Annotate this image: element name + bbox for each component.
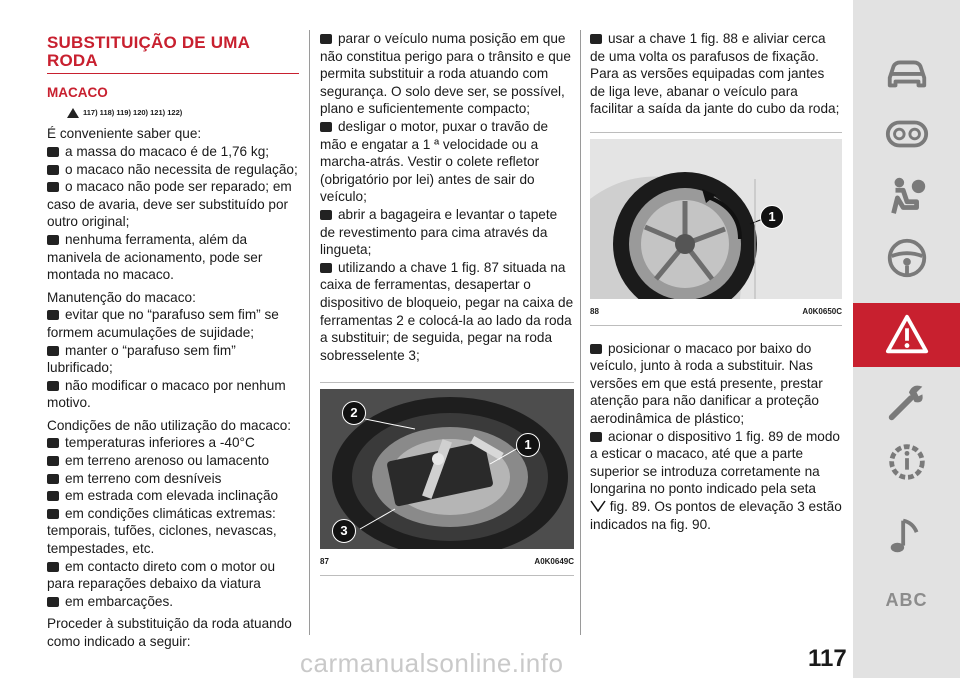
figure-87 xyxy=(320,382,574,576)
checkbox-bullet-icon xyxy=(47,182,59,192)
callout-1: 1 xyxy=(516,433,540,457)
list-item: fig. 89. Os pontos de elevação 3 estão indicados na fig. 90. xyxy=(590,498,842,532)
checkbox-bullet-icon xyxy=(320,34,332,44)
checkbox-bullet-icon xyxy=(47,456,59,466)
outro-text: Proceder à substituição da roda atuando como indicado a seguir: xyxy=(47,616,292,649)
checkbox-bullet-icon xyxy=(47,562,59,572)
checkbox-bullet-icon xyxy=(590,34,602,44)
music-note-icon xyxy=(884,513,930,559)
checkbox-bullet-icon xyxy=(47,165,59,175)
column-3 xyxy=(590,30,842,533)
nav-index[interactable] xyxy=(853,570,960,630)
figure-number: 87 xyxy=(320,557,329,567)
list-item: em estrada com elevada inclinação xyxy=(47,487,299,505)
nav-car[interactable] xyxy=(853,42,960,102)
subsection-title: MACACO xyxy=(47,85,108,101)
dashboard-icon xyxy=(884,111,930,157)
list-item: a massa do macaco é de 1,76 kg; xyxy=(47,143,299,161)
chapter-sidebar xyxy=(853,0,960,678)
list-item: manter o “parafuso sem fim” lubrificado; xyxy=(47,342,236,376)
info-gear-icon xyxy=(884,439,930,485)
checkbox-bullet-icon xyxy=(590,432,602,442)
figure-caption xyxy=(320,553,574,571)
arrow-down-icon xyxy=(590,500,606,512)
abc-label: ABC xyxy=(885,589,928,610)
wheel-arch-photo xyxy=(590,139,842,299)
checkbox-bullet-icon xyxy=(320,122,332,132)
section-title: SUBSTITUIÇÃO DE UMA RODA xyxy=(47,34,299,74)
safety-icon xyxy=(884,173,930,219)
intro-text: É conveniente saber que: xyxy=(47,126,202,142)
warning-triangle-icon xyxy=(67,108,79,118)
column-divider xyxy=(580,30,581,635)
checkbox-bullet-icon xyxy=(47,474,59,484)
wrench-icon xyxy=(884,379,930,425)
checkbox-bullet-icon xyxy=(47,381,59,391)
list-item: em condições climáticas extremas: temporais, tufões, ciclones, nevascas, tempestades, etc. xyxy=(47,505,277,557)
figure-code: A0K0650C xyxy=(802,306,842,316)
car-icon xyxy=(884,49,930,95)
checkbox-bullet-icon xyxy=(590,344,602,354)
spare-wheel-photo xyxy=(320,389,574,549)
column-1 xyxy=(47,30,299,651)
nav-emergency[interactable] xyxy=(853,303,960,367)
warning-icon xyxy=(884,312,930,358)
list-item: o macaco não pode ser reparado; em caso de avaria, deve ser substituído por outro original; xyxy=(47,179,292,230)
column-2 xyxy=(320,30,574,576)
nav-safety[interactable] xyxy=(853,166,960,226)
checkbox-bullet-icon xyxy=(47,438,59,448)
callout-3: 3 xyxy=(332,519,356,543)
list-item: temperaturas inferiores a -40°C xyxy=(47,434,299,452)
figure-caption xyxy=(590,303,842,321)
checkbox-bullet-icon xyxy=(320,263,332,273)
nav-multimedia[interactable] xyxy=(853,506,960,566)
column-divider xyxy=(309,30,310,635)
conditions-heading: Condições de não utilização do macaco: xyxy=(47,417,292,433)
warning-references xyxy=(67,104,299,122)
checkbox-bullet-icon xyxy=(47,509,59,519)
warning-refs-text: 117) 118) 119) 120) 121) 122) xyxy=(83,107,183,117)
list-item: não modificar o macaco por nenhum motivo. xyxy=(47,377,286,411)
checkbox-bullet-icon xyxy=(47,147,59,157)
figure-number: 88 xyxy=(590,306,599,316)
list-item: posicionar o macaco por baixo do veículo, junto à roda a substituir. Nas versões em que está presente, prestar atenção para não danificar a proteção aerodinâmica de plástico; xyxy=(590,340,823,426)
nav-dashboard[interactable] xyxy=(853,104,960,164)
maintenance-heading: Manutenção do macaco: xyxy=(47,289,196,305)
nav-technical-data[interactable] xyxy=(853,432,960,492)
steering-wheel-icon xyxy=(884,235,930,281)
checkbox-bullet-icon xyxy=(320,210,332,220)
list-item: desligar o motor, puxar o travão de mão e engatar a 1 ª velocidade ou a marcha-atrás. Vestir o colete refletor (obrigatório por lei) antes de sair do veículo; xyxy=(320,118,549,205)
list-item: utilizando a chave 1 fig. 87 situada na caixa de ferramentas, desapertar o dispositivo de bloqueio, pegar na caixa de ferramentas 2 e colocá-la ao lado da roda a substituir; de seguida, pegar na roda sobresselente 3; xyxy=(320,259,574,363)
list-item: nenhuma ferramenta, além da manivela de acionamento, pode ser montada no macaco. xyxy=(47,231,263,283)
figure-code: A0K0649C xyxy=(534,557,574,567)
list-item: evitar que no “parafuso sem fim” se formem acumulações de sujidade; xyxy=(47,307,279,340)
list-item: em terreno arenoso ou lamacento xyxy=(47,452,299,470)
checkbox-bullet-icon xyxy=(47,235,59,245)
list-item: em embarcações. xyxy=(47,593,299,611)
list-item: parar o veículo numa posição em que não constitua perigo para o trânsito e que permita substituir a roda atuando com segurança. O solo deve ser, se possível, plano e suficientemente compacto; xyxy=(320,31,571,117)
checkbox-bullet-icon xyxy=(47,597,59,607)
page-number: 117 xyxy=(808,645,847,672)
checkbox-bullet-icon xyxy=(47,491,59,501)
checkbox-bullet-icon xyxy=(47,346,59,356)
list-item: em terreno com desníveis xyxy=(47,470,299,488)
nav-maintenance[interactable] xyxy=(853,372,960,432)
watermark: carmanualsonline.info xyxy=(300,648,564,678)
nav-starting[interactable] xyxy=(853,228,960,288)
callout-1: 1 xyxy=(760,205,784,229)
list-item: o macaco não necessita de regulação; xyxy=(47,161,299,179)
checkbox-bullet-icon xyxy=(47,310,59,320)
list-item: em contacto direto com o motor ou para reparações debaixo da viatura xyxy=(47,558,276,592)
list-item: abrir a bagageira e levantar o tapete de revestimento para cima através da lingueta; xyxy=(320,206,558,258)
callout-2: 2 xyxy=(342,401,366,425)
list-item: acionar o dispositivo 1 fig. 89 de modo a esticar o macaco, até que a parte superior se introduza corretamente na longarina no ponto indicado pela seta xyxy=(590,428,840,497)
list-item: usar a chave 1 fig. 88 e aliviar cerca de uma volta os parafusos de fixação. Para as versões equipadas com jantes de liga leve, abanar o veículo para facilitar a saída da jante do cubo da roda; xyxy=(590,31,840,117)
figure-88 xyxy=(590,132,842,326)
